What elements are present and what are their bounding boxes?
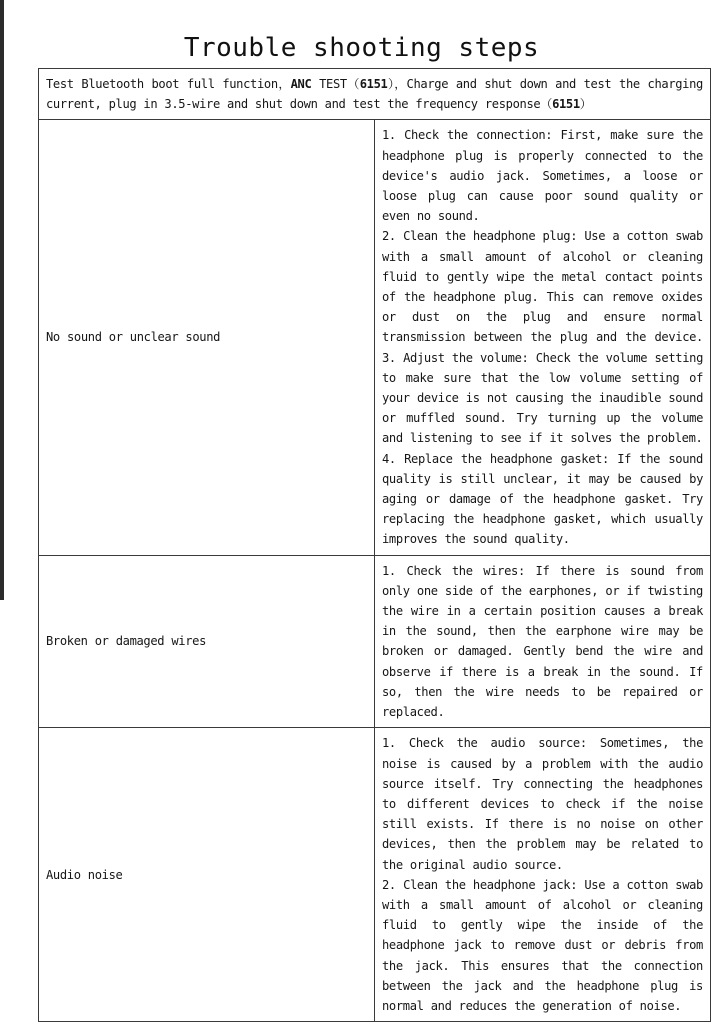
emphasis-text: 6151	[359, 77, 388, 91]
test-description-text	[46, 77, 703, 111]
troubleshooting-table	[38, 68, 711, 1022]
steps-cell-audio-noise	[375, 728, 711, 1022]
table-row	[39, 728, 711, 1022]
table-body	[39, 69, 711, 1022]
table-row	[39, 555, 711, 728]
symptom-label-no-sound: No sound or unclear sound	[39, 120, 375, 555]
plain-text: TEST（	[311, 77, 360, 91]
symptom-label-audio-noise: Audio noise	[39, 728, 375, 1022]
steps-cell-broken-wires	[375, 555, 711, 728]
step-paragraph: 2. Clean the headphone plug: Use a cotton swab with a small amount of alcohol or cleaning fluid to gently wipe the metal contact points of the headphone plug. This can remove oxides or dust on the plug and ensure normal transmission between the plug and the device. 3. Adjust the volume: Check the volume setting to make sure that the low volume setting of your device is not causing the inaudible sound or muffled sound. Try turning up the volume and listening to see if it solves the problem.	[382, 229, 703, 446]
step-paragraph: 4. Replace the headphone gasket: If the sound quality is still unclear, it may be caused by aging or damage of the headphone gasket. Try replacing the headphone gasket, which usually improves the sound quality.	[382, 451, 703, 547]
table-header-row	[39, 69, 711, 120]
test-description-cell	[39, 69, 711, 120]
troubleshooting-table-wrapper	[38, 68, 711, 1022]
step-paragraph: 1. Check the wires: If there is sound from only one side of the earphones, or if twisting the wire in a certain position causes a break in the sound, then the earphone wire may be broken or damaged. Gently bend the wire and observe if there is a break in the sound. If so, then the wire needs to be repaired or replaced.	[382, 563, 703, 720]
emphasis-text: 6151	[552, 97, 580, 112]
plain-text: Test Bluetooth boot full function，	[46, 77, 291, 91]
emphasis-text: ANC	[290, 77, 312, 91]
step-paragraph: 1. Check the audio source: Sometimes, the noise is caused by a problem with the audio source itself. Try connecting the headphones to different devices to check if the noise still exists. If there is no noise on other devices, then the problem may be related to the original audio source.	[382, 736, 703, 872]
table-row	[39, 120, 711, 555]
step-paragraph: 1. Check the connection: First, make sure the headphone plug is properly connected to the device's audio jack. Sometimes, a loose or loose plug can cause poor sound quality or even no sound.	[382, 128, 703, 224]
steps-cell-no-sound	[375, 120, 711, 555]
page-title: Trouble shooting steps	[183, 33, 540, 63]
plain-text: ）	[579, 97, 592, 112]
plain-text: ），Charge and shut down and test the charging current, plug in 3.5-wire and shut down and test the frequency response（	[46, 77, 703, 112]
step-paragraph: 2. Clean the headphone jack: Use a cotton swab with a small amount of alcohol or cleaning fluid to gently wipe the inside of the headphone jack to remove dust or debris from the jack. This ensures that the connection between the jack and the headphone plug is normal and reduces the generation of noise.	[382, 877, 703, 1013]
symptom-label-broken-wires: Broken or damaged wires	[39, 555, 375, 728]
